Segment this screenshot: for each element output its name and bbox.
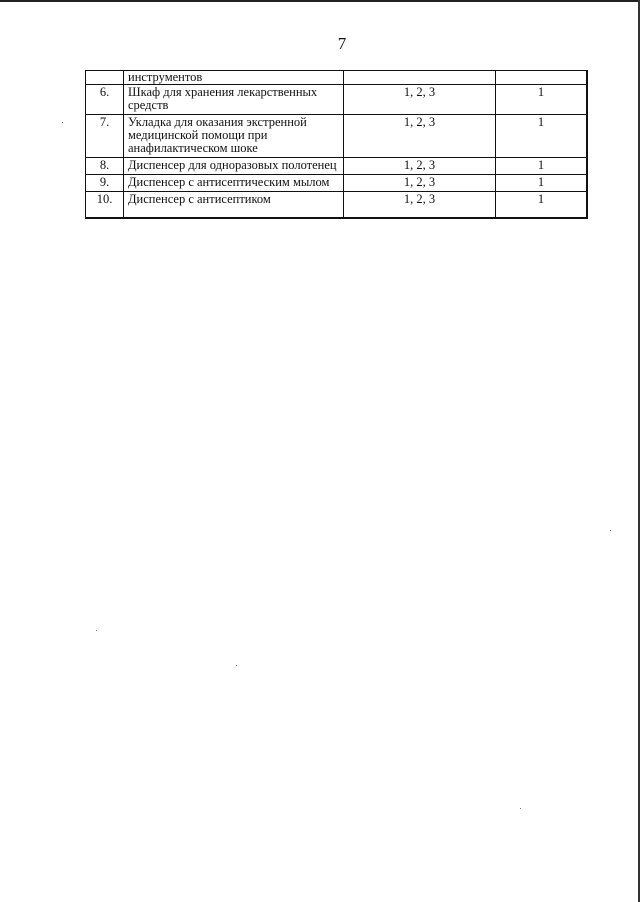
quantity: 1 xyxy=(496,158,588,175)
scan-speck xyxy=(520,808,521,809)
quantity: 1 xyxy=(496,175,588,192)
equipment-name: Укладка для оказания экстренной медицинской помощи при анафилактическом шоке xyxy=(124,115,344,158)
scan-top-edge xyxy=(0,0,640,2)
equipment-name: Шкаф для хранения лекарственных средств xyxy=(124,85,344,115)
row-number: 6. xyxy=(86,85,124,115)
table-row xyxy=(86,85,588,115)
table-row xyxy=(86,192,588,219)
applicable-codes: 1, 2, 3 xyxy=(344,192,496,219)
scan-speck xyxy=(96,630,97,631)
quantity: 1 xyxy=(496,192,588,219)
row-number: 10. xyxy=(86,192,124,219)
quantity: 1 xyxy=(496,85,588,115)
equipment-name: инструментов xyxy=(124,71,344,85)
applicable-codes: 1, 2, 3 xyxy=(344,175,496,192)
scan-speck xyxy=(62,122,63,123)
equipment-name: Диспенсер с антисептическим мылом xyxy=(124,175,344,192)
quantity xyxy=(496,71,588,85)
table-row xyxy=(86,115,588,158)
equipment-name: Диспенсер для одноразовых полотенец xyxy=(124,158,344,175)
row-number: 8. xyxy=(86,158,124,175)
row-number xyxy=(86,71,124,85)
applicable-codes xyxy=(344,71,496,85)
row-number: 9. xyxy=(86,175,124,192)
applicable-codes: 1, 2, 3 xyxy=(344,158,496,175)
scan-speck xyxy=(236,665,237,666)
applicable-codes: 1, 2, 3 xyxy=(344,115,496,158)
row-number: 7. xyxy=(86,115,124,158)
equipment-name: Диспенсер с антисептиком xyxy=(124,192,344,219)
applicable-codes: 1, 2, 3 xyxy=(344,85,496,115)
quantity: 1 xyxy=(496,115,588,158)
table-row xyxy=(86,71,588,85)
table-row xyxy=(86,175,588,192)
page-number: 7 xyxy=(337,34,347,53)
table-row xyxy=(86,158,588,175)
scan-speck xyxy=(610,530,611,531)
equipment-table xyxy=(85,70,588,219)
